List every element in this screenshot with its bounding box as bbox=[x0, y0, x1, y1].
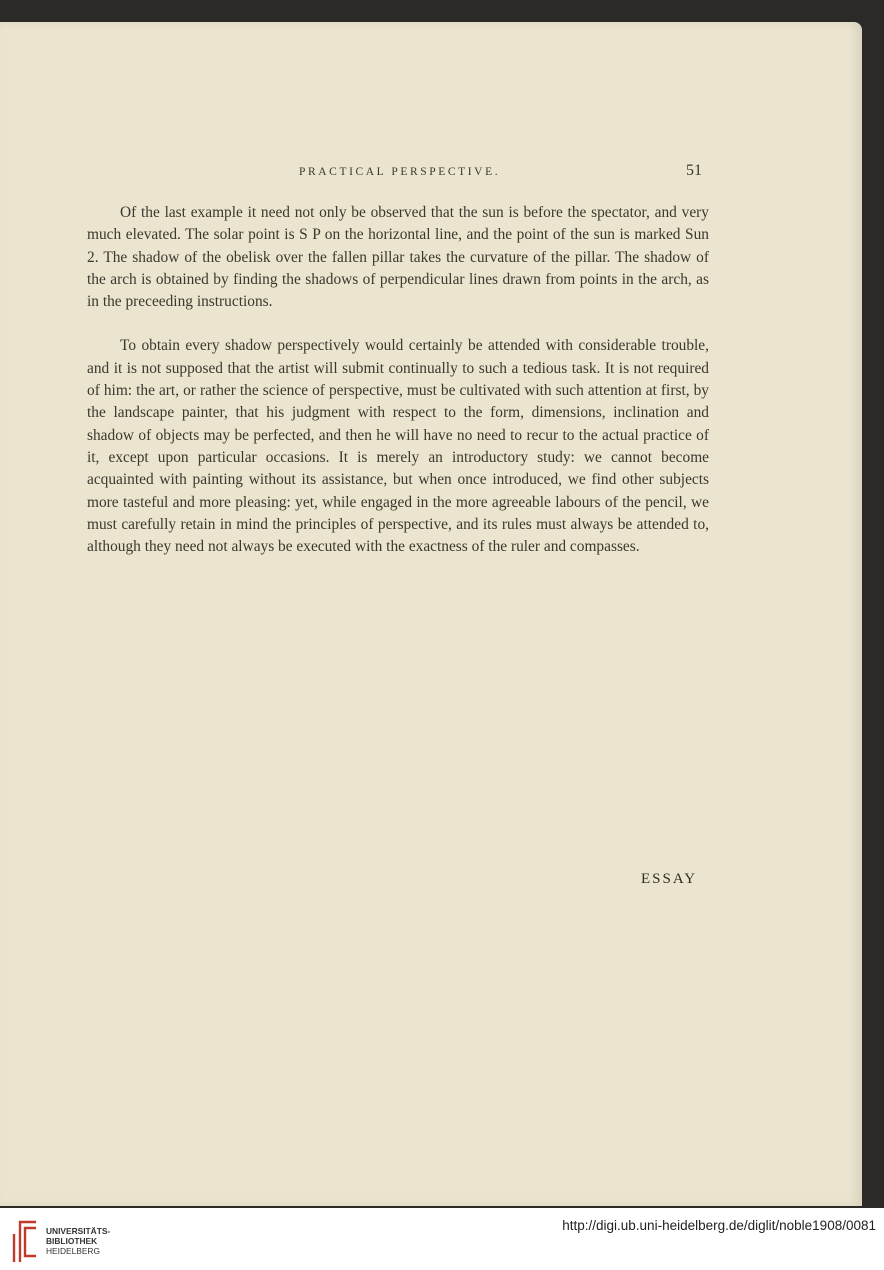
page-header bbox=[0, 142, 862, 182]
library-logo[interactable] bbox=[10, 1220, 120, 1264]
library-line-1: UNIVERSITÄTS- bbox=[46, 1226, 111, 1236]
paragraph-2: To obtain every shadow perspectively would certainly be attended with considerable trouble, and it is not supposed that the artist will submit continually to such a tedious task. It is not required of him: the art, or rather the science of perspective, must be cultivated with such attention at first, by the landscape painter, that his judgment with respect to the form, dimensions, inclination and shadow of objects may be perfected, and then he will have no need to recur to the actual practice of it, except upon particular occasions. It is merely an introductory study: we cannot become acquainted with painting without its assistance, but when once introduced, we find other subjects more tasteful and more pleasing: yet, while engaged in the more agreeable labours of the pencil, we must carefully retain in mind the principles of perspective, and its rules must always be attended to, although they need not always be executed with the exactness of the ruler and compasses. bbox=[87, 337, 709, 556]
library-logo-icon bbox=[10, 1220, 40, 1264]
catchword: ESSAY bbox=[641, 871, 698, 887]
body-text bbox=[87, 202, 709, 558]
paragraph-1: Of the last example it need not only be observed that the sun is before the spectator, and very much elevated. The solar point is S P on the horizontal line, and the point of the sun is marked Sun 2. The shadow of the obelisk over the fallen pillar takes the curvature of the pillar. The shadow of the arch is obtained by finding the shadows of perpendicular lines drawn from points in the arch, as in the preceeding instructions. bbox=[87, 204, 709, 311]
library-line-3: HEIDELBERG bbox=[46, 1246, 100, 1256]
source-url-link[interactable]: http://digi.ub.uni-heidelberg.de/diglit/noble1908/0081 bbox=[562, 1218, 876, 1233]
footer bbox=[0, 1208, 884, 1270]
book-page bbox=[0, 22, 862, 1206]
library-name bbox=[46, 1226, 110, 1256]
library-line-2: BIBLIOTHEK bbox=[46, 1236, 98, 1246]
page-number: 51 bbox=[686, 162, 702, 179]
running-title: PRACTICAL PERSPECTIVE. bbox=[299, 166, 501, 178]
